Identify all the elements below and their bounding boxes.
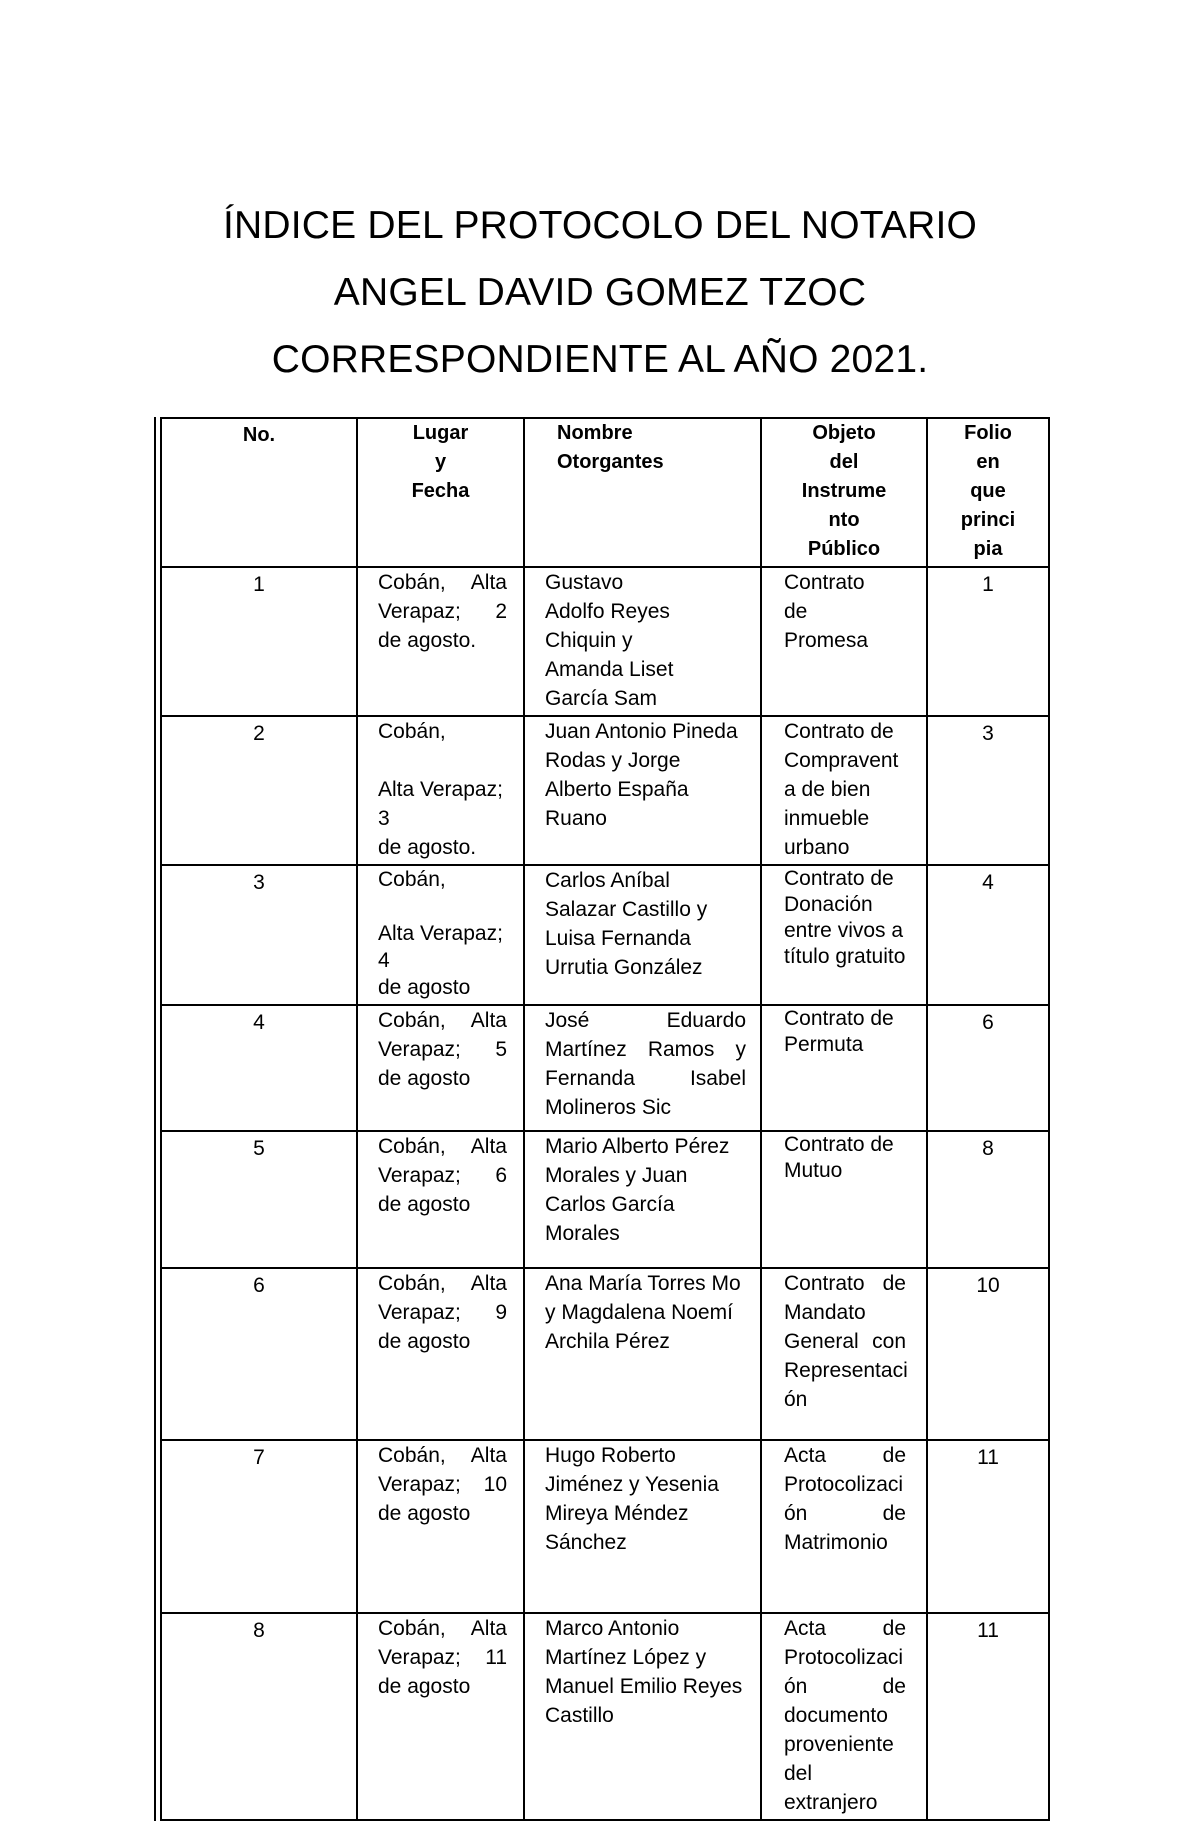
header-folio: Folio en que princi pia [927,418,1049,567]
cell-no: 1 [161,567,357,716]
cell-no: 2 [161,716,357,865]
cell-objeto: Contrato de Promesa [761,567,927,716]
cell-lugar-fecha: Cobán, Alta Verapaz; 6 de agosto [357,1131,524,1268]
table-row [161,865,1049,1005]
protocol-index-table-container [154,417,1052,1821]
table-row [161,1131,1049,1268]
cell-nombre-otorgantes: Mario Alberto Pérez Morales y Juan Carlos García Morales [524,1131,761,1268]
table-row [161,567,1049,716]
cell-nombre-otorgantes: Marco Antonio Martínez López y Manuel Emilio Reyes Castillo [524,1613,761,1820]
cell-nombre-otorgantes: Carlos Aníbal Salazar Castillo y Luisa Fernanda Urrutia González [524,865,761,1005]
cell-no: 7 [161,1440,357,1613]
cell-objeto: Contrato de Permuta [761,1005,927,1131]
table-row [161,1005,1049,1131]
table-header-row [161,418,1049,567]
cell-folio: 6 [927,1005,1049,1131]
cell-folio: 3 [927,716,1049,865]
table-row [161,1440,1049,1613]
cell-objeto: Acta de Protocolizaci ón de Matrimonio [761,1440,927,1613]
title-line-1: ÍNDICE DEL PROTOCOLO DEL NOTARIO [222,204,978,247]
header-no: No. [161,418,357,567]
cell-no: 4 [161,1005,357,1131]
cell-folio: 4 [927,865,1049,1005]
cell-no: 5 [161,1131,357,1268]
title-line-2: ANGEL DAVID GOMEZ TZOC [333,271,867,314]
cell-objeto: Acta de Protocolizaci ón de documento proveniente del extranjero [761,1613,927,1820]
header-objeto: Objeto del Instrume nto Público [761,418,927,567]
table-row [161,716,1049,865]
cell-no: 3 [161,865,357,1005]
cell-nombre-otorgantes: José Eduardo Martínez Ramos y Fernanda Isabel Molineros Sic [524,1005,761,1131]
cell-folio: 8 [927,1131,1049,1268]
cell-nombre-otorgantes: Hugo Roberto Jiménez y Yesenia Mireya Méndez Sánchez [524,1440,761,1613]
cell-nombre-otorgantes: Ana María Torres Mo y Magdalena Noemí Archila Pérez [524,1268,761,1440]
cell-no: 8 [161,1613,357,1820]
cell-objeto: Contrato de Mandato General con Representaci ón [761,1268,927,1440]
cell-objeto: Contrato de Donación entre vivos a título gratuito [761,865,927,1005]
cell-nombre-otorgantes: Gustavo Adolfo Reyes Chiquin y Amanda Liset García Sam [524,567,761,716]
cell-lugar-fecha: Cobán, Alta Verapaz; 4 de agosto [357,865,524,1005]
cell-folio: 10 [927,1268,1049,1440]
cell-nombre-otorgantes: Juan Antonio Pineda Rodas y Jorge Alberto España Ruano [524,716,761,865]
document-title [0,192,1200,393]
cell-folio: 1 [927,567,1049,716]
table-row [161,1613,1049,1820]
cell-objeto: Contrato de Compravent a de bien inmueble urbano [761,716,927,865]
cell-no: 6 [161,1268,357,1440]
header-nombre-otorgantes: Nombre Otorgantes [524,418,761,567]
cell-lugar-fecha: Cobán, Alta Verapaz; 10 de agosto [357,1440,524,1613]
cell-folio: 11 [927,1613,1049,1820]
protocol-index-table [160,417,1050,1821]
table-row [161,1268,1049,1440]
cell-lugar-fecha: Cobán, Alta Verapaz; 9 de agosto [357,1268,524,1440]
header-lugar-fecha: Lugar y Fecha [357,418,524,567]
title-line-3: CORRESPONDIENTE AL AÑO 2021. [271,338,929,381]
cell-lugar-fecha: Cobán, Alta Verapaz; 2 de agosto. [357,567,524,716]
cell-lugar-fecha: Cobán, Alta Verapaz; 3 de agosto. [357,716,524,865]
cell-lugar-fecha: Cobán, Alta Verapaz; 5 de agosto [357,1005,524,1131]
cell-objeto: Contrato de Mutuo [761,1131,927,1268]
cell-lugar-fecha: Cobán, Alta Verapaz; 11 de agosto [357,1613,524,1820]
cell-folio: 11 [927,1440,1049,1613]
